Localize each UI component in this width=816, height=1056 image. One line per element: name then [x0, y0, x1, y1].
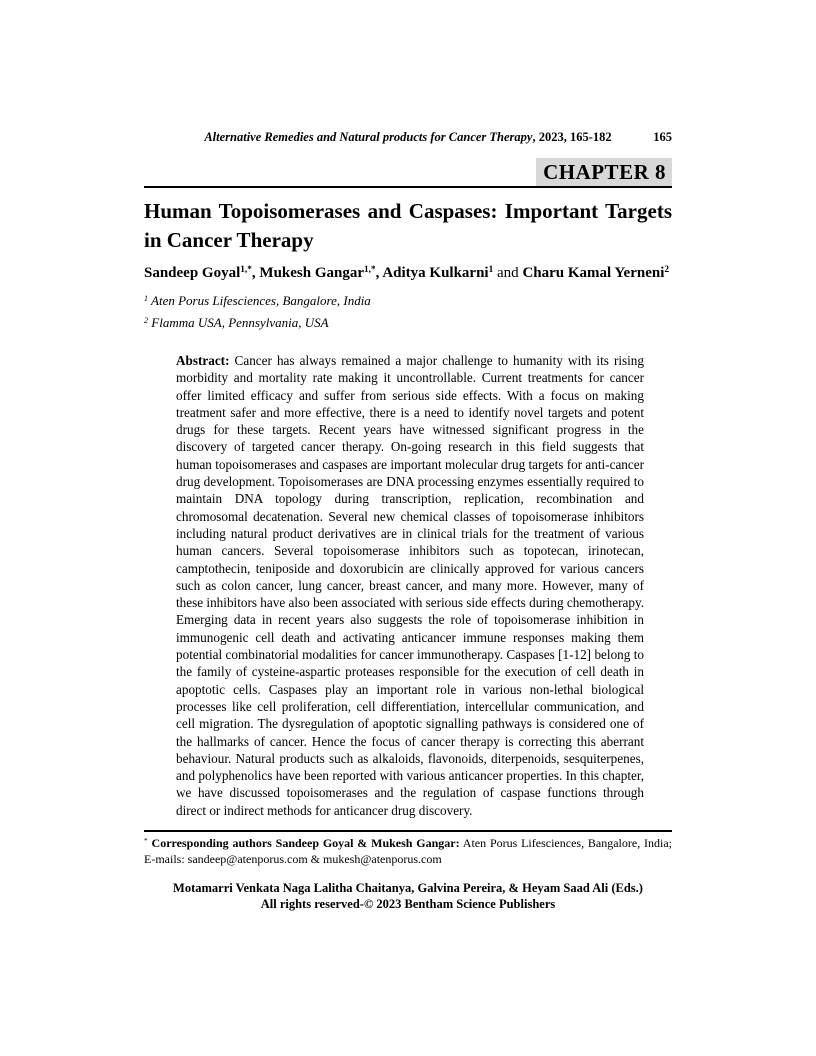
chapter-label: CHAPTER 8 [536, 158, 672, 186]
affiliation-marker: 1 [144, 293, 149, 303]
author-name: Mukesh Gangar [259, 265, 365, 281]
page-number: 165 [653, 130, 672, 144]
publisher-imprint [144, 880, 672, 912]
affiliation-text: Flamma USA, Pennsylvania, USA [151, 315, 329, 330]
author-separator: , [251, 265, 260, 281]
running-head-book-title: Alternative Remedies and Natural products for Cancer Therapy [204, 130, 533, 144]
affiliation-marker: 2 [144, 315, 149, 325]
footnote-marker: * [144, 836, 148, 846]
abstract-text: Cancer has always remained a major challenge to humanity with its rising morbidity and mortality rate making it uncontrollable. Current treatments for cancer offer limited efficacy and suffer from serious side effects. With a focus on making treatment safer and more effective, there is a need to identify novel targets and potent drugs for these targets. Recent years have witnessed significant progress in the discovery of targeted cancer therapy. On-going research in this field suggests that human topoisomerases and caspases are important molecular drug targets for anti-cancer drug development. Topoisomerases are DNA processing enzymes essentially required to maintain DNA topology during transcription, replication, recombination and chromosomal decatenation. Several new chemical classes of topoisomerase inhibitors including natural product derivatives are in clinical trials for the treatment of various human cancers. Several topoisomerase inhibitors such as topotecan, irinotecan, camptothecin, teniposide and doxorubicin are clinically approved for various cancers such as colon cancer, lung cancer, breast cancer, and many more. However, many of these inhibitors have also been associated with serious side effects during chemotherapy. Emerging data in recent years also suggests the role of topoisomerase inhibition in immunogenic cell death and activating anticancer immune responses making them potential combinatorial modalities for cancer immunotherapy. Caspases [1-12] belong to the family of cysteine-aspartic proteases responsible for the execution of cell death in apoptotic cells. Caspases play an important role in various non-lethal biological processes like cell proliferation, cell differentiation, intercellular communication, and cell migration. The dysregulation of apoptotic signalling pathways is considered one of the hallmarks of cancer. Hence the focus of cancer therapy is correcting this aberrant behaviour. Natural products such as alkaloids, flavonoids, diterpenoids, sesquiterpenes, and polyphenolics have been reported with various anticancer properties. In this chapter, we have discussed topoisomerases and the regulation of caspase functions through direct or indirect methods for anticancer drug discovery. [176, 353, 644, 818]
chapter-title: Human Topoisomerases and Caspases: Important Targets in Cancer Therapy [144, 199, 672, 252]
footnote-bold-text: Corresponding authors Sandeep Goyal & Mukesh Gangar: [151, 836, 460, 851]
header-rule [144, 186, 672, 188]
abstract [176, 352, 644, 819]
author-conjunction: and [493, 265, 523, 281]
editors-line: Motamarri Venkata Naga Lalitha Chaitanya, Galvina Pereira, & Heyam Saad Ali (Eds.) [173, 881, 643, 896]
affiliation-text: Aten Porus Lifesciences, Bangalore, India [151, 293, 371, 308]
authors-line [144, 264, 672, 282]
text-column [144, 130, 672, 912]
copyright-line: All rights reserved-© 2023 Bentham Science Publishers [260, 897, 556, 912]
author-name: Aditya Kulkarni [382, 265, 489, 281]
affiliations [144, 290, 672, 334]
author-affiliation-marker: 2 [664, 265, 670, 276]
corresponding-author-footnote [144, 836, 672, 867]
footnote-rule [144, 830, 672, 832]
running-head [144, 130, 672, 145]
running-head-suffix: , 2023, 165-182 [532, 130, 612, 144]
chapter-banner-row [144, 158, 672, 186]
affiliation-line [144, 312, 672, 334]
author-affiliation-marker: 1,* [364, 265, 376, 276]
author-affiliation-marker: 1,* [240, 265, 252, 276]
author-name: Sandeep Goyal [144, 265, 241, 281]
author-separator: , [375, 265, 383, 281]
affiliation-line [144, 290, 672, 312]
author-name: Charu Kamal Yerneni [522, 265, 665, 281]
author-affiliation-marker: 1 [488, 265, 494, 276]
abstract-label: Abstract: [176, 353, 230, 368]
footnote-text: Aten Porus Lifesciences, Bangalore, India; E-mails: sandeep@atenporus.com & mukesh@atenporus.com [144, 836, 673, 866]
